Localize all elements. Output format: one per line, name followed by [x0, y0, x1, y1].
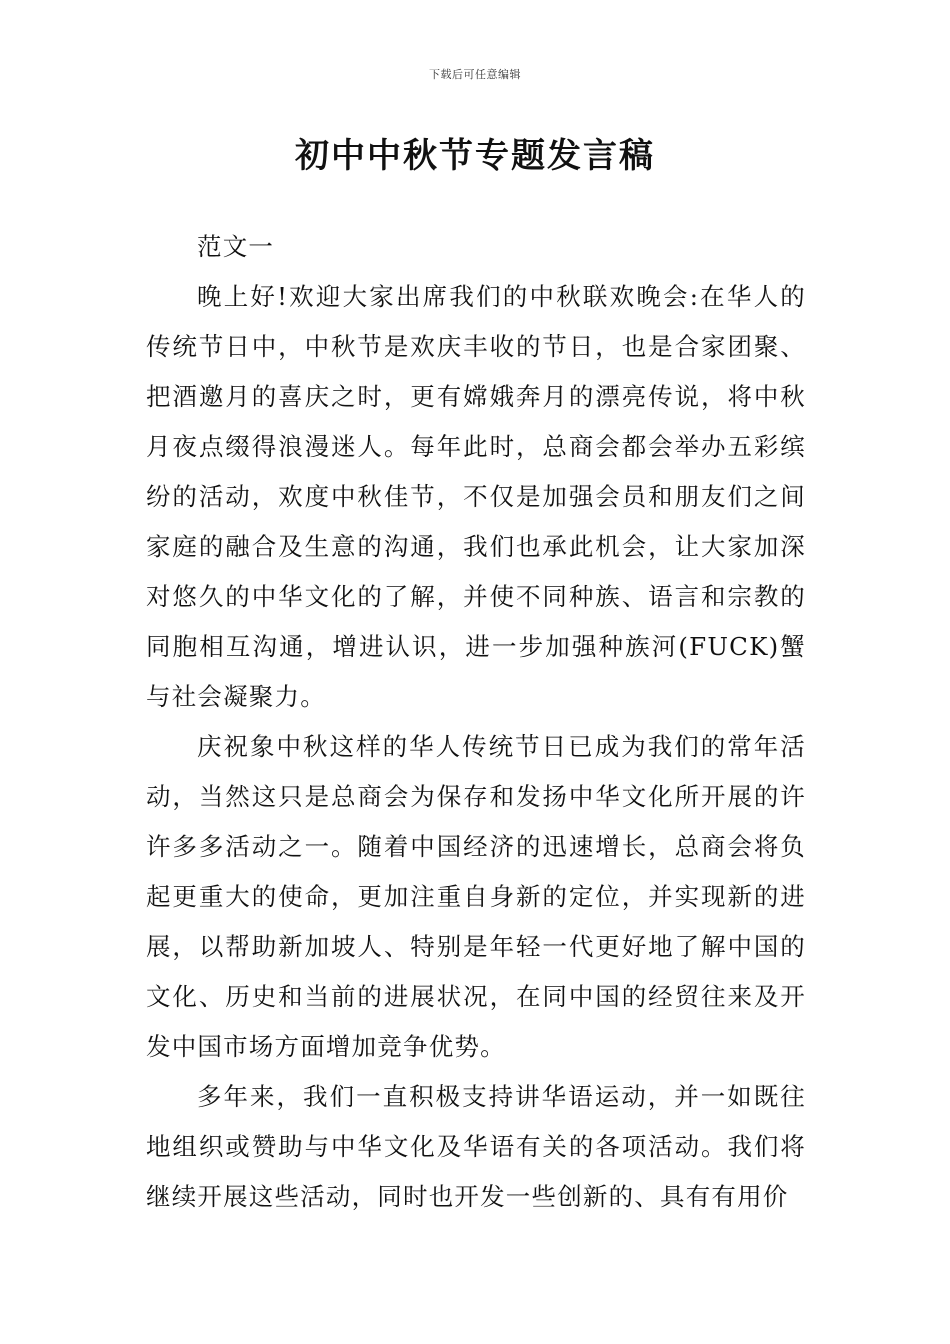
document-body — [146, 222, 806, 1222]
body-paragraph: 多年来，我们一直积极支持讲华语运动，并一如既往地组织或赞助与中华文化及华语有关的各项活动。我们将继续开展这些活动，同时也开发一些创新的、具有有用价 — [146, 1082, 806, 1211]
header-note: 下载后可任意编辑 — [429, 68, 521, 81]
document-title: 初中中秋节专题发言稿 — [295, 136, 655, 176]
body-paragraph: 晚上好!欢迎大家出席我们的中秋联欢晚会:在华人的传统节日中，中秋节是欢庆丰收的节日，也是合家团聚、把酒邀月的喜庆之时，更有嫦娥奔月的漂亮传说，将中秋月夜点缀得浪漫迷人。每年此时，总商会都会举办五彩缤纷的活动，欢度中秋佳节，不仅是加强会员和朋友们之间家庭的融合及生意的沟通，我们也承此机会，让大家加深对悠久的中华文化的了解，并使不同种族、语言和宗教的同胞相互沟通，增进认识，进一步加强种族河(FUCK)蟹与社会凝聚力。 — [146, 282, 806, 711]
section-label: 范文一 — [197, 232, 275, 261]
body-paragraph: 庆祝象中秋这样的华人传统节日已成为我们的常年活动，当然这只是总商会为保存和发扬中华文化所开展的许许多多活动之一。随着中国经济的迅速增长，总商会将负起更重大的使命，更加注重自身新的定位，并实现新的进展，以帮助新加坡人、特别是年轻一代更好地了解中国的文化、历史和当前的进展状况，在同中国的经贸往来及开发中国市场方面增加竞争优势。 — [146, 732, 806, 1061]
